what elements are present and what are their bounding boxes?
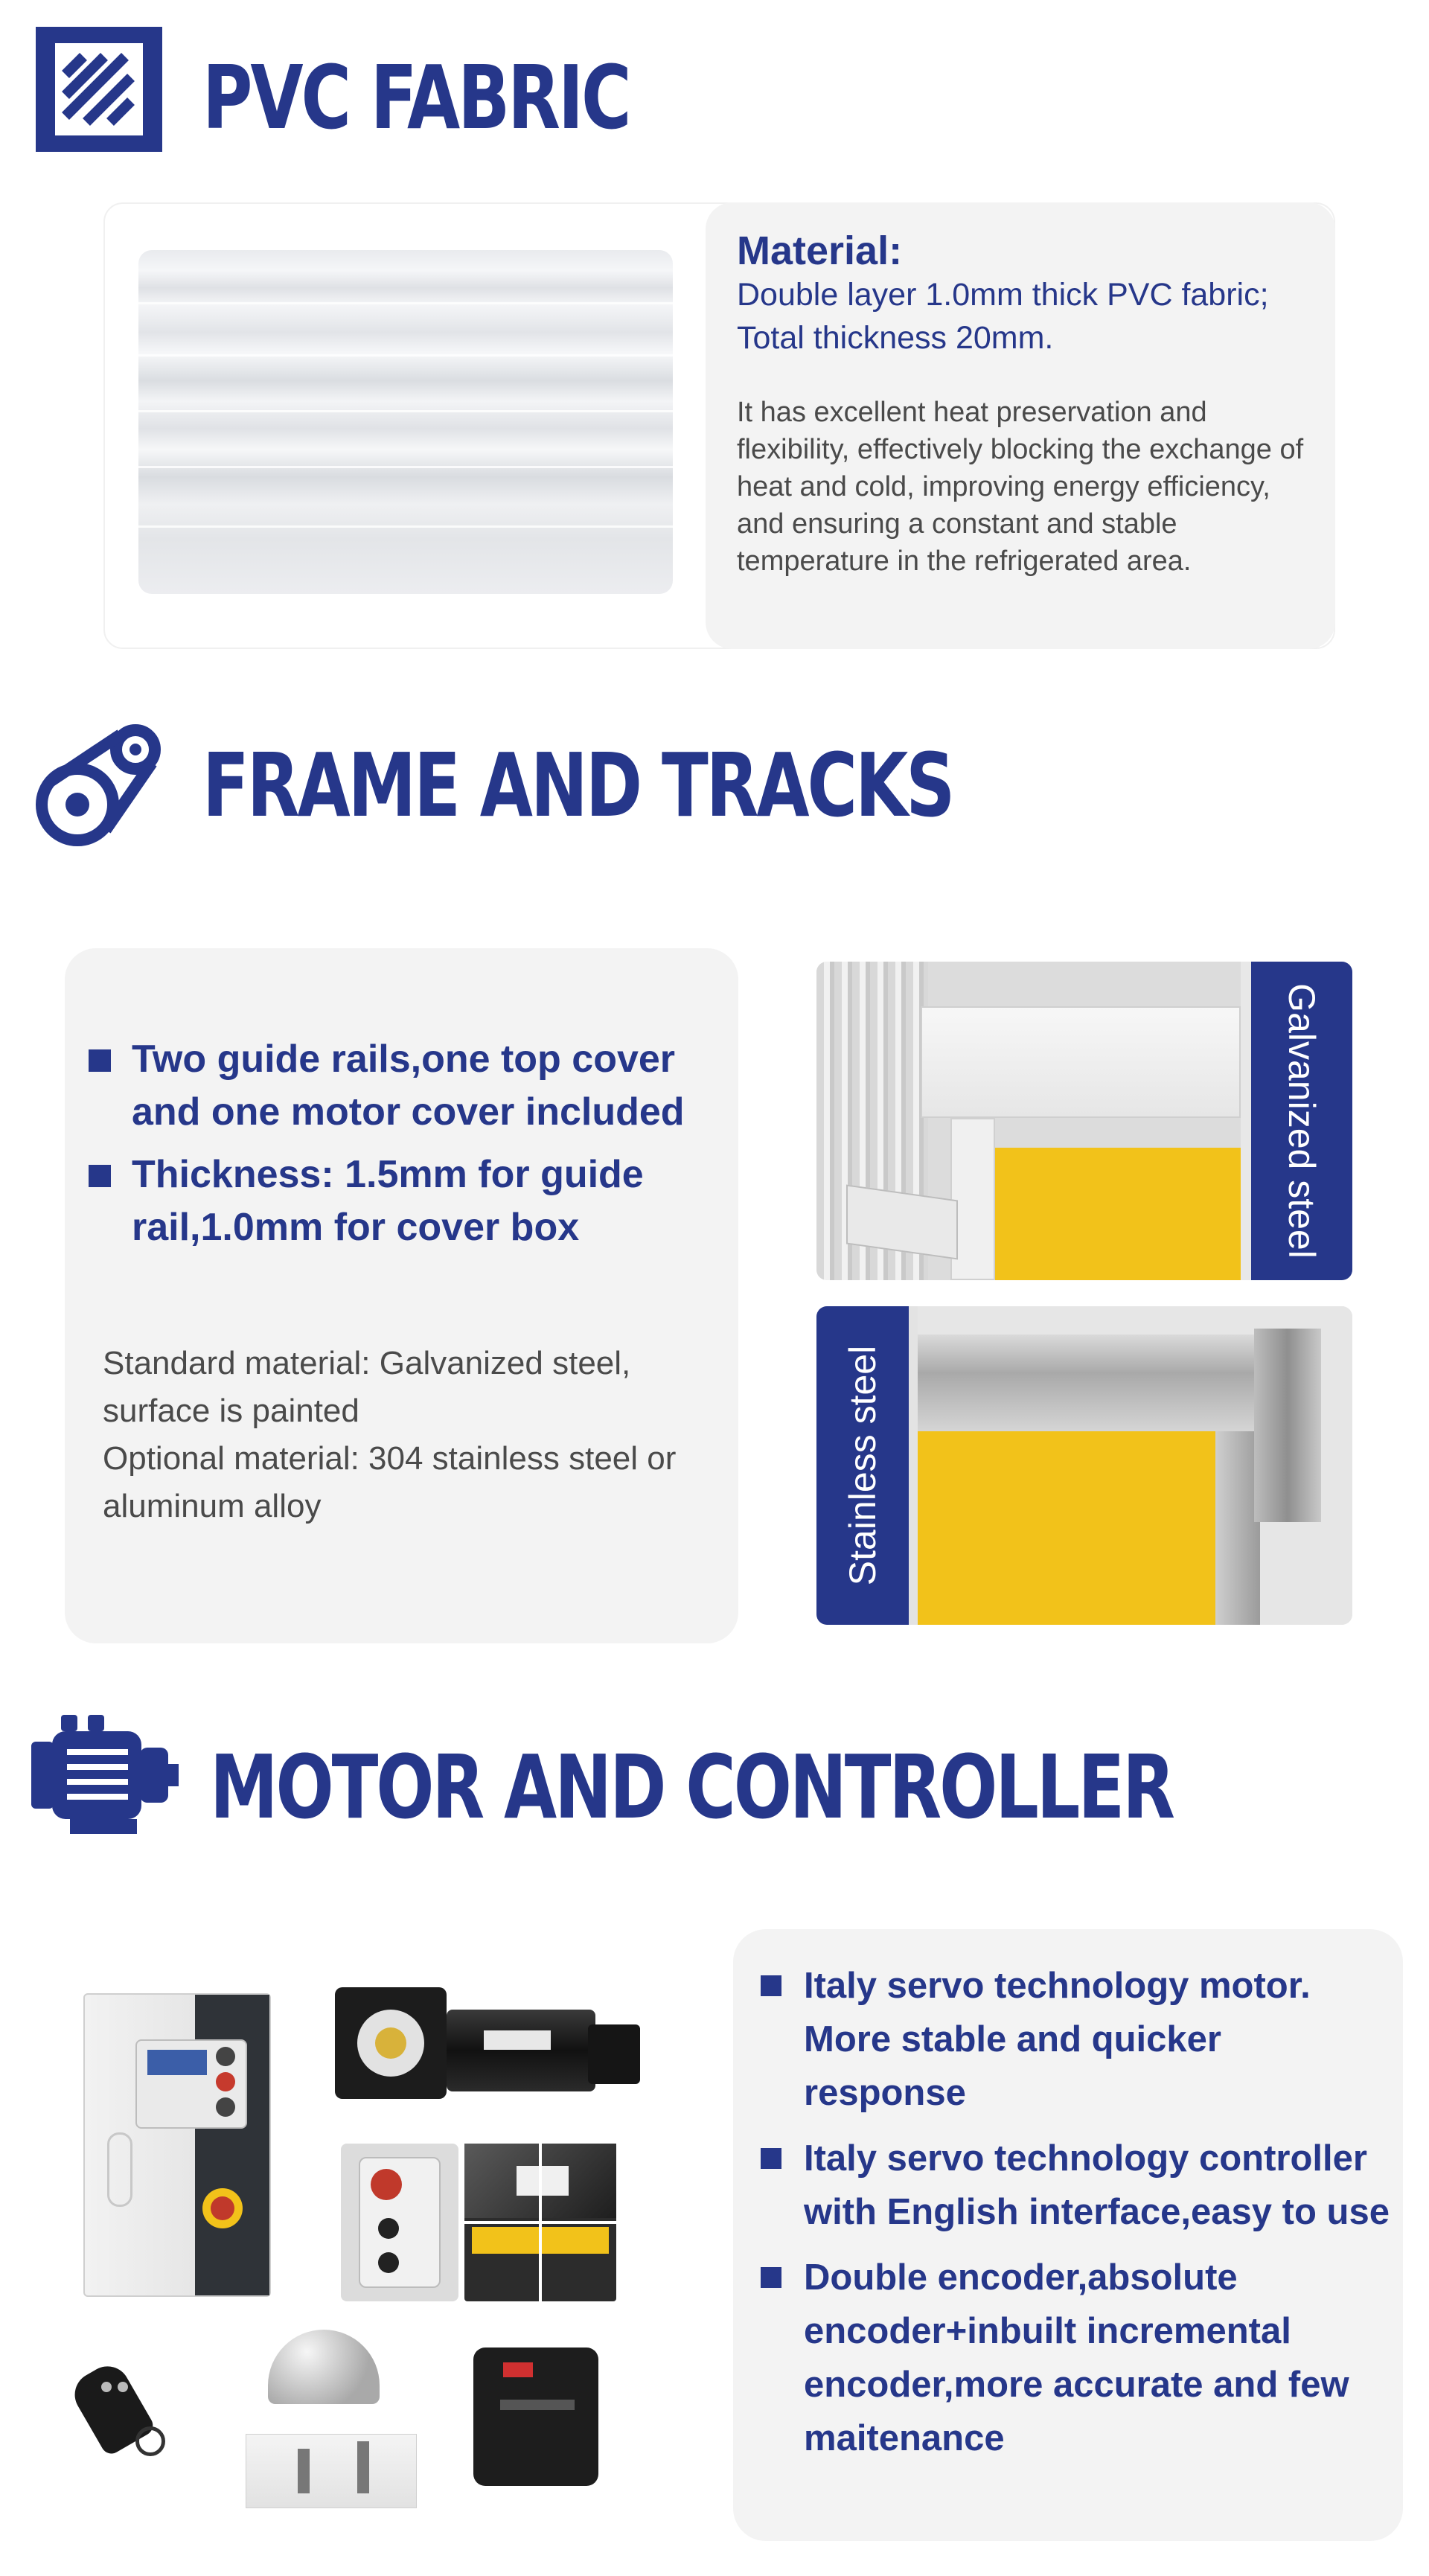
stainless-steel-label: [816, 1306, 909, 1625]
belt-pulley-icon: [33, 717, 164, 848]
motor-heading: [210, 1736, 1429, 1838]
bullet-square-icon: [761, 1975, 781, 1996]
list-item: Italy servo technology motor. More stable and quicker response: [761, 1959, 1393, 2120]
pvc-material-panel: [706, 202, 1335, 649]
galvanized-steel-label: [1251, 962, 1352, 1280]
frame-material-notes: [103, 1340, 728, 1530]
servo-motor-image: [335, 1965, 648, 2129]
bullet-square-icon: [89, 1165, 111, 1187]
fabric-weave-icon: [36, 27, 162, 152]
pvc-heading: [202, 46, 749, 149]
list-item: Two guide rails,one top cover and one motor cover included: [89, 1033, 714, 1139]
bullet-square-icon: [89, 1049, 111, 1072]
list-item: Thickness: 1.5mm for guide rail,1.0mm for cover box: [89, 1148, 714, 1254]
control-box-image: [83, 1993, 271, 2297]
list-item: Double encoder,absolute encoder+inbuilt incremental encoder,more accurate and few maitenance: [761, 2251, 1393, 2465]
list-item: Italy servo technology controller with English interface,easy to use: [761, 2132, 1393, 2239]
bullet-square-icon: [761, 2148, 781, 2169]
remote-control-image: [74, 2352, 186, 2478]
safety-sensor-image: [238, 2330, 424, 2516]
pvc-fabric-photo: [138, 250, 673, 594]
material-line-2: Total thickness 20mm.: [737, 320, 1054, 357]
material-title: Material:: [737, 228, 903, 273]
material-line-1: Double layer 1.0mm thick PVC fabric;: [737, 277, 1269, 313]
controller-board-image: [464, 2144, 616, 2301]
optional-material-note: Optional material: 304 stainless steel or aluminum alloy: [103, 1440, 677, 1524]
push-button-station-image: [341, 2144, 458, 2301]
standard-material-note: Standard material: Galvanized steel, surface is painted: [103, 1345, 631, 1429]
frame-heading-text: FRAME AND TRACKS: [202, 734, 953, 837]
loop-detector-image: [473, 2340, 598, 2486]
frame-bullet-list: [89, 1033, 714, 1264]
galvanized-steel-label-text: Galvanized steel: [1281, 983, 1323, 1259]
bullet-square-icon: [761, 2267, 781, 2288]
electric-motor-icon: [31, 1712, 180, 1840]
pvc-heading-text: PVC FABRIC: [202, 46, 630, 149]
stainless-steel-label-text: Stainless steel: [842, 1345, 883, 1586]
frame-heading: [202, 734, 1165, 837]
motor-heading-text: MOTOR AND CONTROLLER: [210, 1736, 1173, 1838]
motor-bullet-list: [761, 1959, 1393, 2477]
material-description: It has excellent heat preservation and flexibility, effectively blocking the exchange of heat and cold, improving energy efficiency, and ensuring a constant and stable temperature in the refrigerated area.: [737, 397, 1304, 578]
